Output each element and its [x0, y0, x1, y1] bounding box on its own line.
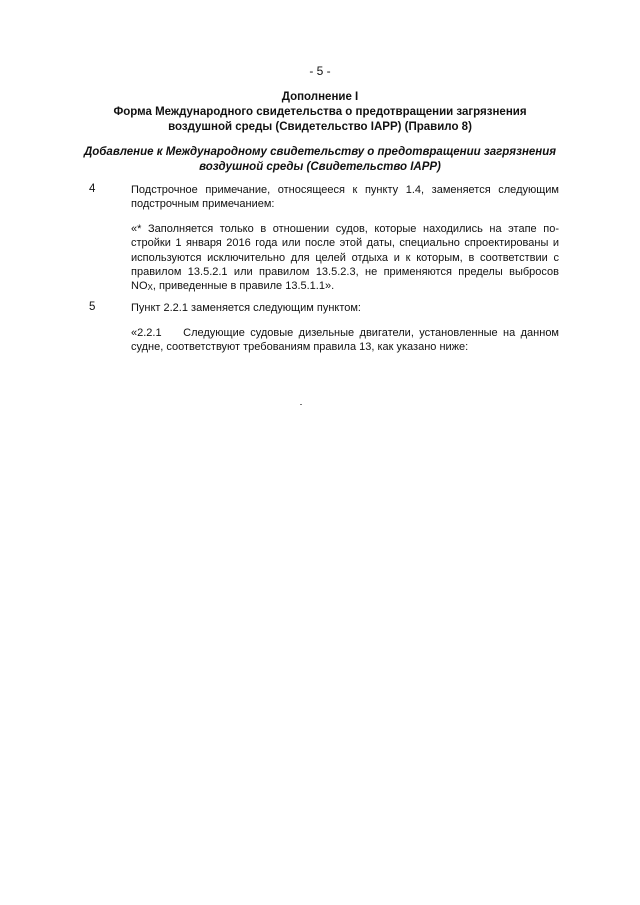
form-title-line-1: Форма Международного свидетельства о предотвращении загрязнения: [113, 106, 527, 118]
page-number: - 5 -: [309, 64, 331, 78]
item-4-quote: [131, 222, 559, 295]
item-5-text: [131, 301, 559, 315]
nox-label: NO: [131, 280, 148, 293]
item-5-quote-line-2: судне, соответствуют требованиям правила 13, как указано ниже:: [131, 341, 469, 354]
item-4-quote-line-5: [131, 279, 559, 295]
annex-heading: [80, 90, 560, 135]
item-4-quote-line-4: правилом 13.5.2.1 или правилом 13.5.2.3, не применяются пределы выбросов: [131, 265, 559, 278]
item-4-text: [131, 183, 559, 212]
item-5-quote: [131, 326, 559, 355]
item-4-quote-line-2: стройки 1 января 2016 года или после этой даты, специально спроектированы и: [131, 237, 559, 250]
supplement-heading: [80, 145, 560, 175]
supplement-title-line-2: воздушной среды (Свидетельство IAPP): [199, 161, 441, 173]
item-4-quote-line-5-rest: , приведенные в правиле 13.5.1.1».: [152, 280, 335, 293]
item-number-5: 5: [89, 301, 96, 313]
nox-subscript: X: [147, 283, 153, 293]
item-4-text-line-1: Подстрочное примечание, относящееся к пункту 1.4, заменяется следующим: [131, 184, 559, 196]
item-4-quote-line-3: используются исключительно для целей отдыха и к которым, в соответствии с: [131, 251, 559, 264]
item-4-quote-line-1: «* Заполняется только в отношении судов, которые находились на этапе по-: [131, 223, 559, 235]
item-5-text-line-1: Пункт 2.2.1 заменяется следующим пунктом:: [131, 302, 361, 314]
item-4-text-line-2: подстрочным примечанием:: [131, 198, 275, 211]
scan-speck: [300, 404, 302, 405]
supplement-title-line-1: Добавление к Международному свидетельству о предотвращении загрязнения: [83, 146, 557, 158]
annex-title: Дополнение I: [281, 91, 359, 103]
form-title-line-2: воздушной среды (Свидетельство IAPP) (Правило 8): [168, 121, 472, 133]
item-5-quote-line-1: «2.2.1 Следующие судовые дизельные двигатели, установленные на данном: [131, 327, 559, 339]
item-number-4: 4: [89, 183, 96, 195]
